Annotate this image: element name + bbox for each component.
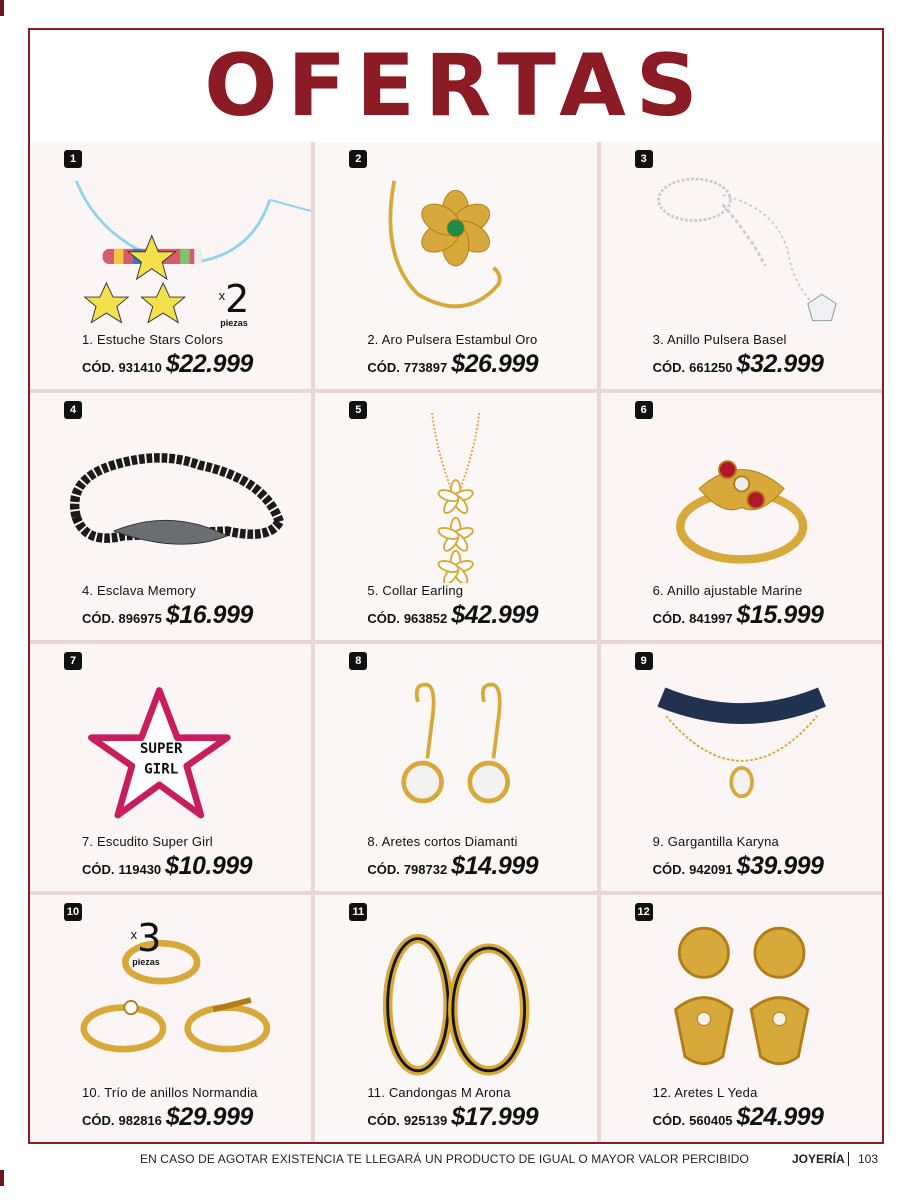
- hand-chain-icon: [601, 162, 882, 332]
- product-price: $15.999: [736, 601, 824, 629]
- offers-frame: [28, 28, 884, 1144]
- ring-set-icon: [30, 915, 311, 1085]
- code-prefix: CÓD.: [82, 360, 115, 375]
- product-price: $22.999: [165, 350, 253, 378]
- pieces-label: piezas: [132, 957, 160, 967]
- product-card: [601, 393, 882, 640]
- product-price: $24.999: [736, 1103, 824, 1131]
- product-info: [367, 1085, 590, 1132]
- item-number-badge: 5: [349, 401, 367, 419]
- product-code: 773897: [403, 360, 448, 375]
- price-line: [367, 350, 590, 379]
- flower-necklace-icon: [315, 413, 596, 583]
- product-card: [601, 895, 882, 1142]
- item-number-badge: 12: [635, 903, 653, 921]
- item-number-badge: 2: [349, 150, 367, 168]
- product-info: [82, 1085, 305, 1132]
- page-number: 103: [858, 1152, 879, 1166]
- product-price: $29.999: [165, 1103, 253, 1131]
- product-info: [653, 583, 876, 630]
- product-name: 10. Trío de anillos Normandia: [82, 1085, 258, 1100]
- product-info: [367, 332, 590, 379]
- hoop-earrings-icon: [315, 915, 596, 1085]
- code-prefix: CÓD.: [82, 862, 115, 877]
- product-price: $16.999: [165, 601, 253, 629]
- product-card: [315, 393, 596, 640]
- product-name: 12. Aretes L Yeda: [652, 1085, 758, 1100]
- page-footer: [0, 1152, 910, 1170]
- product-code: 931410: [118, 360, 162, 375]
- product-card: [315, 644, 596, 891]
- item-number-badge: 7: [64, 652, 82, 670]
- product-name: 9. Gargantilla Karyna: [652, 834, 779, 849]
- product-code: 982816: [118, 1113, 162, 1128]
- price-line: [367, 601, 590, 630]
- product-name: 4. Esclava Memory: [82, 583, 196, 598]
- product-card: [30, 895, 311, 1142]
- product-price: $32.999: [736, 350, 824, 378]
- product-card: [30, 142, 311, 389]
- star-pin-icon: [30, 664, 311, 834]
- section-name: JOYERÍA: [792, 1152, 845, 1166]
- multiplier-symbol: x: [130, 927, 138, 942]
- item-number-badge: 11: [349, 903, 367, 921]
- choker-icon: [601, 664, 882, 834]
- product-info: [367, 583, 590, 630]
- product-name: 11. Candongas M Arona: [367, 1085, 511, 1100]
- product-info: [82, 332, 305, 379]
- product-code: 925139: [403, 1113, 448, 1128]
- product-name: 7. Escudito Super Girl: [82, 834, 213, 849]
- price-line: [82, 350, 305, 379]
- code-prefix: CÓD.: [82, 1113, 115, 1128]
- product-card: [601, 644, 882, 891]
- price-line: [367, 1103, 590, 1132]
- price-line: [82, 601, 305, 630]
- product-code: 896975: [118, 611, 162, 626]
- product-price: $17.999: [451, 1103, 539, 1131]
- code-prefix: CÓD.: [367, 862, 400, 877]
- product-code: 119430: [118, 862, 162, 877]
- gem-ring-icon: [601, 413, 882, 583]
- price-line: [367, 852, 590, 881]
- price-line: [653, 1103, 876, 1132]
- product-info: [653, 834, 876, 881]
- product-grid: [30, 142, 882, 1142]
- pieces-label: piezas: [220, 318, 248, 328]
- product-info: [82, 834, 305, 881]
- product-price: $39.999: [736, 852, 824, 880]
- item-number-badge: 1: [64, 150, 82, 168]
- drop-earrings-icon: [315, 664, 596, 834]
- leather-bracelet-icon: [30, 413, 311, 583]
- item-number-badge: 10: [64, 903, 82, 921]
- product-card: [30, 393, 311, 640]
- product-code: 798732: [403, 862, 448, 877]
- pin-text-line: SUPER: [139, 740, 183, 757]
- flower-bangle-icon: [315, 162, 596, 332]
- product-card: [601, 142, 882, 389]
- bracelet-stars-icon: [30, 162, 311, 332]
- product-card: [315, 142, 596, 389]
- product-name: 6. Anillo ajustable Marine: [652, 583, 803, 598]
- multiplier-symbol: x: [218, 288, 226, 303]
- product-name: 8. Aretes cortos Diamanti: [367, 834, 518, 849]
- product-price: $10.999: [165, 852, 253, 880]
- product-name: 1. Estuche Stars Colors: [82, 332, 224, 347]
- price-line: [653, 601, 876, 630]
- product-name: 3. Anillo Pulsera Basel: [652, 332, 787, 347]
- pieces-number: 3: [137, 916, 162, 960]
- code-prefix: CÓD.: [367, 611, 400, 626]
- code-prefix: CÓD.: [652, 611, 686, 626]
- product-price: $14.999: [451, 852, 539, 880]
- pieces-count: [218, 277, 250, 328]
- product-price: $42.999: [451, 601, 539, 629]
- product-code: 661250: [689, 360, 733, 375]
- page-edge-mark: [0, 0, 4, 16]
- product-card: [315, 895, 596, 1142]
- code-prefix: CÓD.: [367, 1113, 400, 1128]
- code-prefix: CÓD.: [82, 611, 115, 626]
- product-code: 841997: [689, 611, 733, 626]
- shell-earrings-icon: [601, 915, 882, 1085]
- product-info: [82, 583, 305, 630]
- pieces-number: 2: [225, 277, 250, 321]
- item-number-badge: 9: [635, 652, 653, 670]
- item-number-badge: 3: [635, 150, 653, 168]
- code-prefix: CÓD.: [652, 360, 686, 375]
- price-line: [653, 350, 876, 379]
- code-prefix: CÓD.: [652, 1113, 686, 1128]
- product-code: 942091: [689, 862, 733, 877]
- product-info: [367, 834, 590, 881]
- stock-disclaimer: EN CASO DE AGOTAR EXISTENCIA TE LLEGARÁ UN PRODUCTO DE IGUAL O MAYOR VALOR PERCIBIDO: [140, 1152, 749, 1166]
- code-prefix: CÓD.: [367, 360, 400, 375]
- product-card: [30, 644, 311, 891]
- page-title: OFERTAS: [204, 36, 708, 136]
- price-line: [82, 852, 305, 881]
- product-price: $26.999: [451, 350, 539, 378]
- item-number-badge: 4: [64, 401, 82, 419]
- footer-divider: [848, 1152, 849, 1166]
- code-prefix: CÓD.: [652, 862, 686, 877]
- pieces-count: [130, 916, 162, 967]
- product-info: [653, 332, 876, 379]
- page-edge-mark: [0, 1170, 4, 1186]
- product-code: 963852: [403, 611, 448, 626]
- product-name: 2. Aro Pulsera Estambul Oro: [367, 332, 538, 347]
- price-line: [82, 1103, 305, 1132]
- item-number-badge: 6: [635, 401, 653, 419]
- price-line: [653, 852, 876, 881]
- product-info: [653, 1085, 876, 1132]
- item-number-badge: 8: [349, 652, 367, 670]
- product-code: 560405: [689, 1113, 733, 1128]
- pin-text-line: GIRL: [144, 761, 179, 778]
- product-name: 5. Collar Earling: [367, 583, 464, 598]
